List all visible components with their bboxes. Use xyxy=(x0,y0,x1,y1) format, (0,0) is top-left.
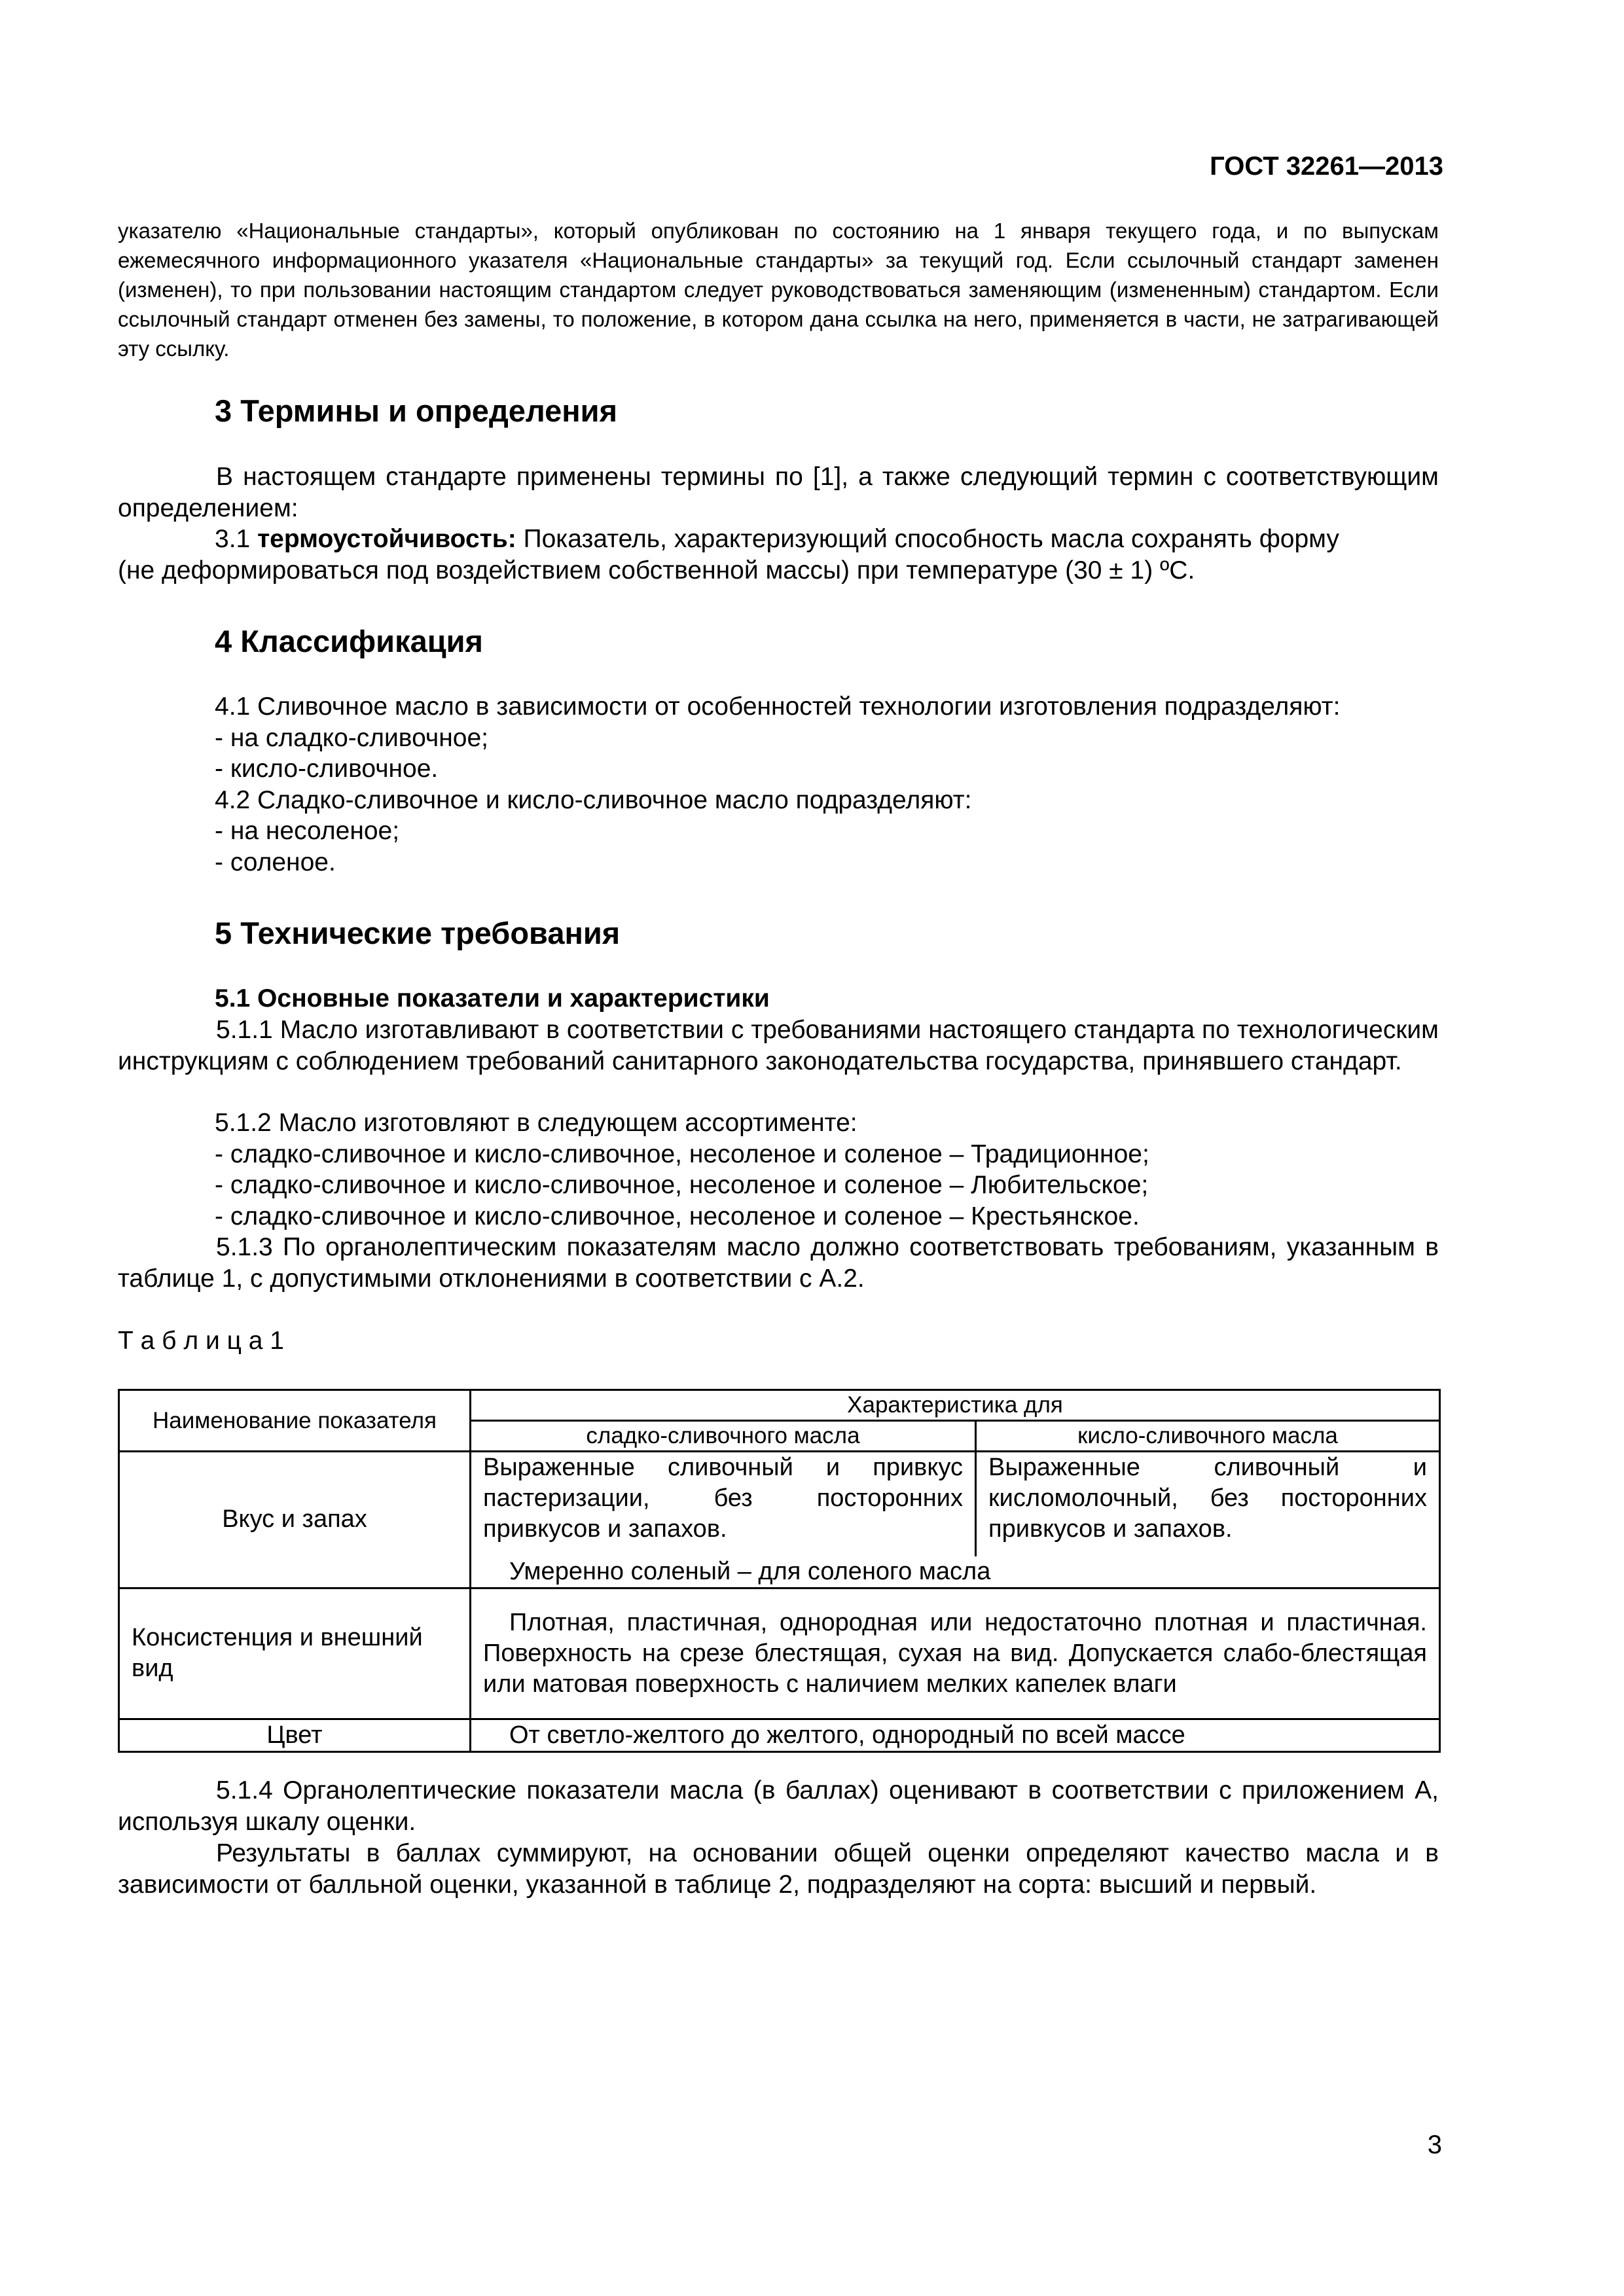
classification-line: 4.1 Сливочное масло в зависимости от особенностей технологии изготовления подразделяют: xyxy=(215,692,1341,721)
term-number: 3.1 xyxy=(215,525,258,553)
cell-taste-sour: Выраженные сливочный и кисломолочный, без посторонних привкусов и запахов. xyxy=(976,1452,1440,1556)
section-3-paragraph xyxy=(118,461,1439,524)
classification-line: - на несоленое; xyxy=(215,817,400,845)
paragraph-5-1-1-text: 5.1.1 Масло изготавливают в соответствии с требованиями настоящего стандарта по технологическим инструкциям с соблюдением требований санитарного законодательства государства, принявшего стандарт. xyxy=(118,1016,1439,1075)
term-name: термоустойчивость: xyxy=(257,525,516,553)
paragraph-5-1-3 xyxy=(118,1232,1439,1294)
table-row xyxy=(119,1719,1440,1751)
document-code-header: ГОСТ 32261—2013 xyxy=(1210,152,1443,181)
paragraph-results-text: Результаты в баллах суммируют, на основании общей оценки определяют качество масла и в зависимости от балльной оценки, указанной в таблице 2, подразделяют на сорта: высший и первый. xyxy=(118,1839,1439,1899)
page-number: 3 xyxy=(1427,2130,1442,2159)
cell-consistency-value: Плотная, пластичная, однородная или недостаточно плотная и пластичная. Поверхность на срезе блестящая, сухая на вид. Допускается слабо-блестящая или матовая поверхность с наличием мелких капелек влаги xyxy=(471,1588,1440,1719)
assortment-line: - сладко-сливочное и кисло-сливочное, несоленое и соленое – Любительское; xyxy=(215,1171,1149,1199)
classification-line: 4.2 Сладко-сливочное и кисло-сливочное масло подразделяют: xyxy=(215,785,972,814)
classification-list xyxy=(215,691,1340,878)
section-3-intro-text: В настоящем стандарте применены термины по [1], а также следующий термин с соответствующим определением: xyxy=(118,463,1439,522)
row-name-color: Цвет xyxy=(119,1719,471,1751)
classification-line: - соленое. xyxy=(215,848,336,876)
term-definition-start: Показатель, характеризующий способность масла сохранять форму xyxy=(516,525,1339,553)
table-row xyxy=(119,1588,1440,1719)
header-characteristic-group: Характеристика для xyxy=(471,1390,1440,1421)
paragraph-5-1-3-text: 5.1.3 По органолептическим показателям масло должно соответствовать требованиям, указанным в таблице 1, с допустимыми отклонениями в соответствии с А.2. xyxy=(118,1233,1439,1293)
assortment-line: - сладко-сливочное и кисло-сливочное, несоленое и соленое – Традиционное; xyxy=(215,1139,1149,1168)
table-row xyxy=(119,1452,1440,1556)
intro-paragraph: указателю «Национальные стандарты», который опубликован по состоянию на 1 января текущего года, и по выпускам ежемесячного информационного указателя «Национальные стандарты» за текущий год. Если ссылочный стандарт заменен (изменен), то при пользовании настоящим стандартом следует руководствоваться заменяющим (измененным) стандартом. Если ссылочный стандарт отменен без замены, то положение, в котором дана ссылка на него, применяется в части, не затрагивающей эту ссылку. xyxy=(118,219,1439,361)
term-definition-line-2: (не деформироваться под воздействием собственной массы) при температуре (30 ± 1) ºС. xyxy=(118,556,1195,584)
assortment-line: - сладко-сливочное и кисло-сливочное, несоленое и соленое – Крестьянское. xyxy=(215,1202,1140,1230)
table-1 xyxy=(118,1389,1441,1753)
cell-taste-sweet: Выраженные сливочный и привкус пастеризации, без посторонних привкусов и запахов. xyxy=(471,1452,976,1556)
subsection-5-1-heading: 5.1 Основные показатели и характеристики xyxy=(215,984,770,1013)
assortment-line: 5.1.2 Масло изготовляют в следующем ассортименте: xyxy=(215,1109,857,1137)
paragraph-5-1-1 xyxy=(118,1014,1439,1077)
paragraph-5-1-4 xyxy=(118,1775,1439,1837)
row-name-consistency: Консистенция и внешний вид xyxy=(119,1588,471,1719)
cell-taste-common: Умеренно соленый – для соленого масла xyxy=(471,1556,1440,1588)
header-sweet-cream: сладко-сливочного масла xyxy=(471,1421,976,1452)
section-4-heading: 4 Классификация xyxy=(215,624,483,658)
table-caption: Т а б л и ц а 1 xyxy=(118,1327,284,1355)
header-indicator-name: Наименование показателя xyxy=(119,1390,471,1452)
header-sour-cream: кисло-сливочного масла xyxy=(976,1421,1440,1452)
classification-line: - кисло-сливочное. xyxy=(215,755,439,783)
paragraph-5-1-4-text: 5.1.4 Органолептические показатели масла (в баллах) оценивают в соответствии с приложением А, используя шкалу оценки. xyxy=(118,1776,1439,1836)
table-header-row xyxy=(119,1390,1440,1421)
cell-color-value: От светло-желтого до желтого, однородный по всей массе xyxy=(471,1719,1440,1751)
row-name-taste: Вкус и запах xyxy=(119,1452,471,1588)
paragraph-results xyxy=(118,1838,1439,1900)
assortment-list xyxy=(215,1107,1149,1232)
classification-line: - на сладко-сливочное; xyxy=(215,723,488,752)
section-3-heading: 3 Термины и определения xyxy=(215,393,617,428)
section-5-heading: 5 Технические требования xyxy=(215,916,621,950)
term-definition-line-1 xyxy=(215,524,1339,555)
